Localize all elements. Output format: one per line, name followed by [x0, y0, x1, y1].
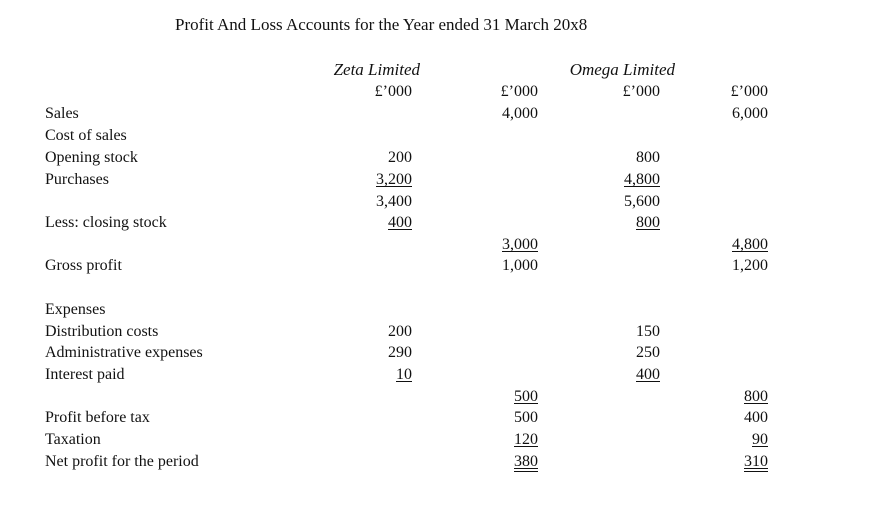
row-label-opening-stock: Opening stock	[45, 149, 138, 166]
purchases-omega-value: 4,800	[624, 171, 660, 188]
administrative-zeta: 290	[388, 344, 412, 361]
profit-before-tax-zeta: 500	[514, 409, 538, 426]
unit-header-zeta-total: £’000	[500, 83, 538, 100]
net-profit-omega	[686, 452, 768, 472]
row-label-profit-before-tax: Profit before tax	[45, 409, 150, 426]
expenses-total-zeta	[456, 387, 538, 407]
closing-stock-zeta-value: 400	[388, 214, 412, 231]
subtotal-omega: 5,600	[624, 193, 660, 210]
expenses-total-omega-value: 800	[744, 388, 768, 405]
cost-total-zeta	[456, 235, 538, 255]
distribution-zeta: 200	[388, 323, 412, 340]
cost-total-zeta-value: 3,000	[502, 236, 538, 253]
opening-stock-omega: 800	[636, 149, 660, 166]
distribution-omega: 150	[636, 323, 660, 340]
expenses-total-omega	[686, 387, 768, 407]
gross-profit-omega: 1,200	[732, 257, 768, 274]
cost-total-omega-value: 4,800	[732, 236, 768, 253]
net-profit-omega-value: 310	[744, 453, 768, 470]
row-label-net-profit: Net profit for the period	[45, 453, 199, 470]
closing-stock-omega	[578, 213, 660, 233]
unit-header-zeta-detail: £’000	[374, 83, 412, 100]
row-label-cost-of-sales: Cost of sales	[45, 127, 127, 144]
subtotal-zeta: 3,400	[376, 193, 412, 210]
closing-stock-omega-value: 800	[636, 214, 660, 231]
interest-omega	[578, 365, 660, 385]
unit-header-omega-total: £’000	[730, 83, 768, 100]
interest-omega-value: 400	[636, 366, 660, 383]
administrative-omega: 250	[636, 344, 660, 361]
net-profit-zeta-value: 380	[514, 453, 538, 470]
taxation-omega	[686, 430, 768, 450]
profit-before-tax-omega: 400	[744, 409, 768, 426]
row-label-expenses: Expenses	[45, 301, 106, 318]
closing-stock-zeta	[330, 213, 412, 233]
omega-company-header: Omega Limited	[569, 60, 675, 79]
unit-header-omega-detail: £’000	[622, 83, 660, 100]
interest-zeta	[330, 365, 412, 385]
row-label-interest: Interest paid	[45, 366, 125, 383]
purchases-omega	[578, 170, 660, 190]
gross-profit-zeta: 1,000	[502, 257, 538, 274]
purchases-zeta	[330, 170, 412, 190]
taxation-zeta	[456, 430, 538, 450]
zeta-company-header: Zeta Limited	[333, 60, 420, 79]
interest-zeta-value: 10	[396, 366, 412, 383]
row-label-administrative: Administrative expenses	[45, 344, 203, 361]
row-label-closing-stock: Less: closing stock	[45, 214, 167, 231]
taxation-zeta-value: 120	[514, 431, 538, 448]
taxation-omega-value: 90	[752, 431, 768, 448]
sales-omega-total: 6,000	[732, 105, 768, 122]
row-label-distribution: Distribution costs	[45, 323, 159, 340]
row-label-gross-profit: Gross profit	[45, 257, 122, 274]
row-label-sales: Sales	[45, 105, 79, 122]
purchases-zeta-value: 3,200	[376, 171, 412, 188]
expenses-total-zeta-value: 500	[514, 388, 538, 405]
document-title: Profit And Loss Accounts for the Year ended 31 March 20x8	[175, 15, 588, 34]
opening-stock-zeta: 200	[388, 149, 412, 166]
row-label-purchases: Purchases	[45, 171, 109, 188]
sales-zeta-total: 4,000	[502, 105, 538, 122]
row-label-taxation: Taxation	[45, 431, 101, 448]
net-profit-zeta	[456, 452, 538, 472]
cost-total-omega	[686, 235, 768, 255]
